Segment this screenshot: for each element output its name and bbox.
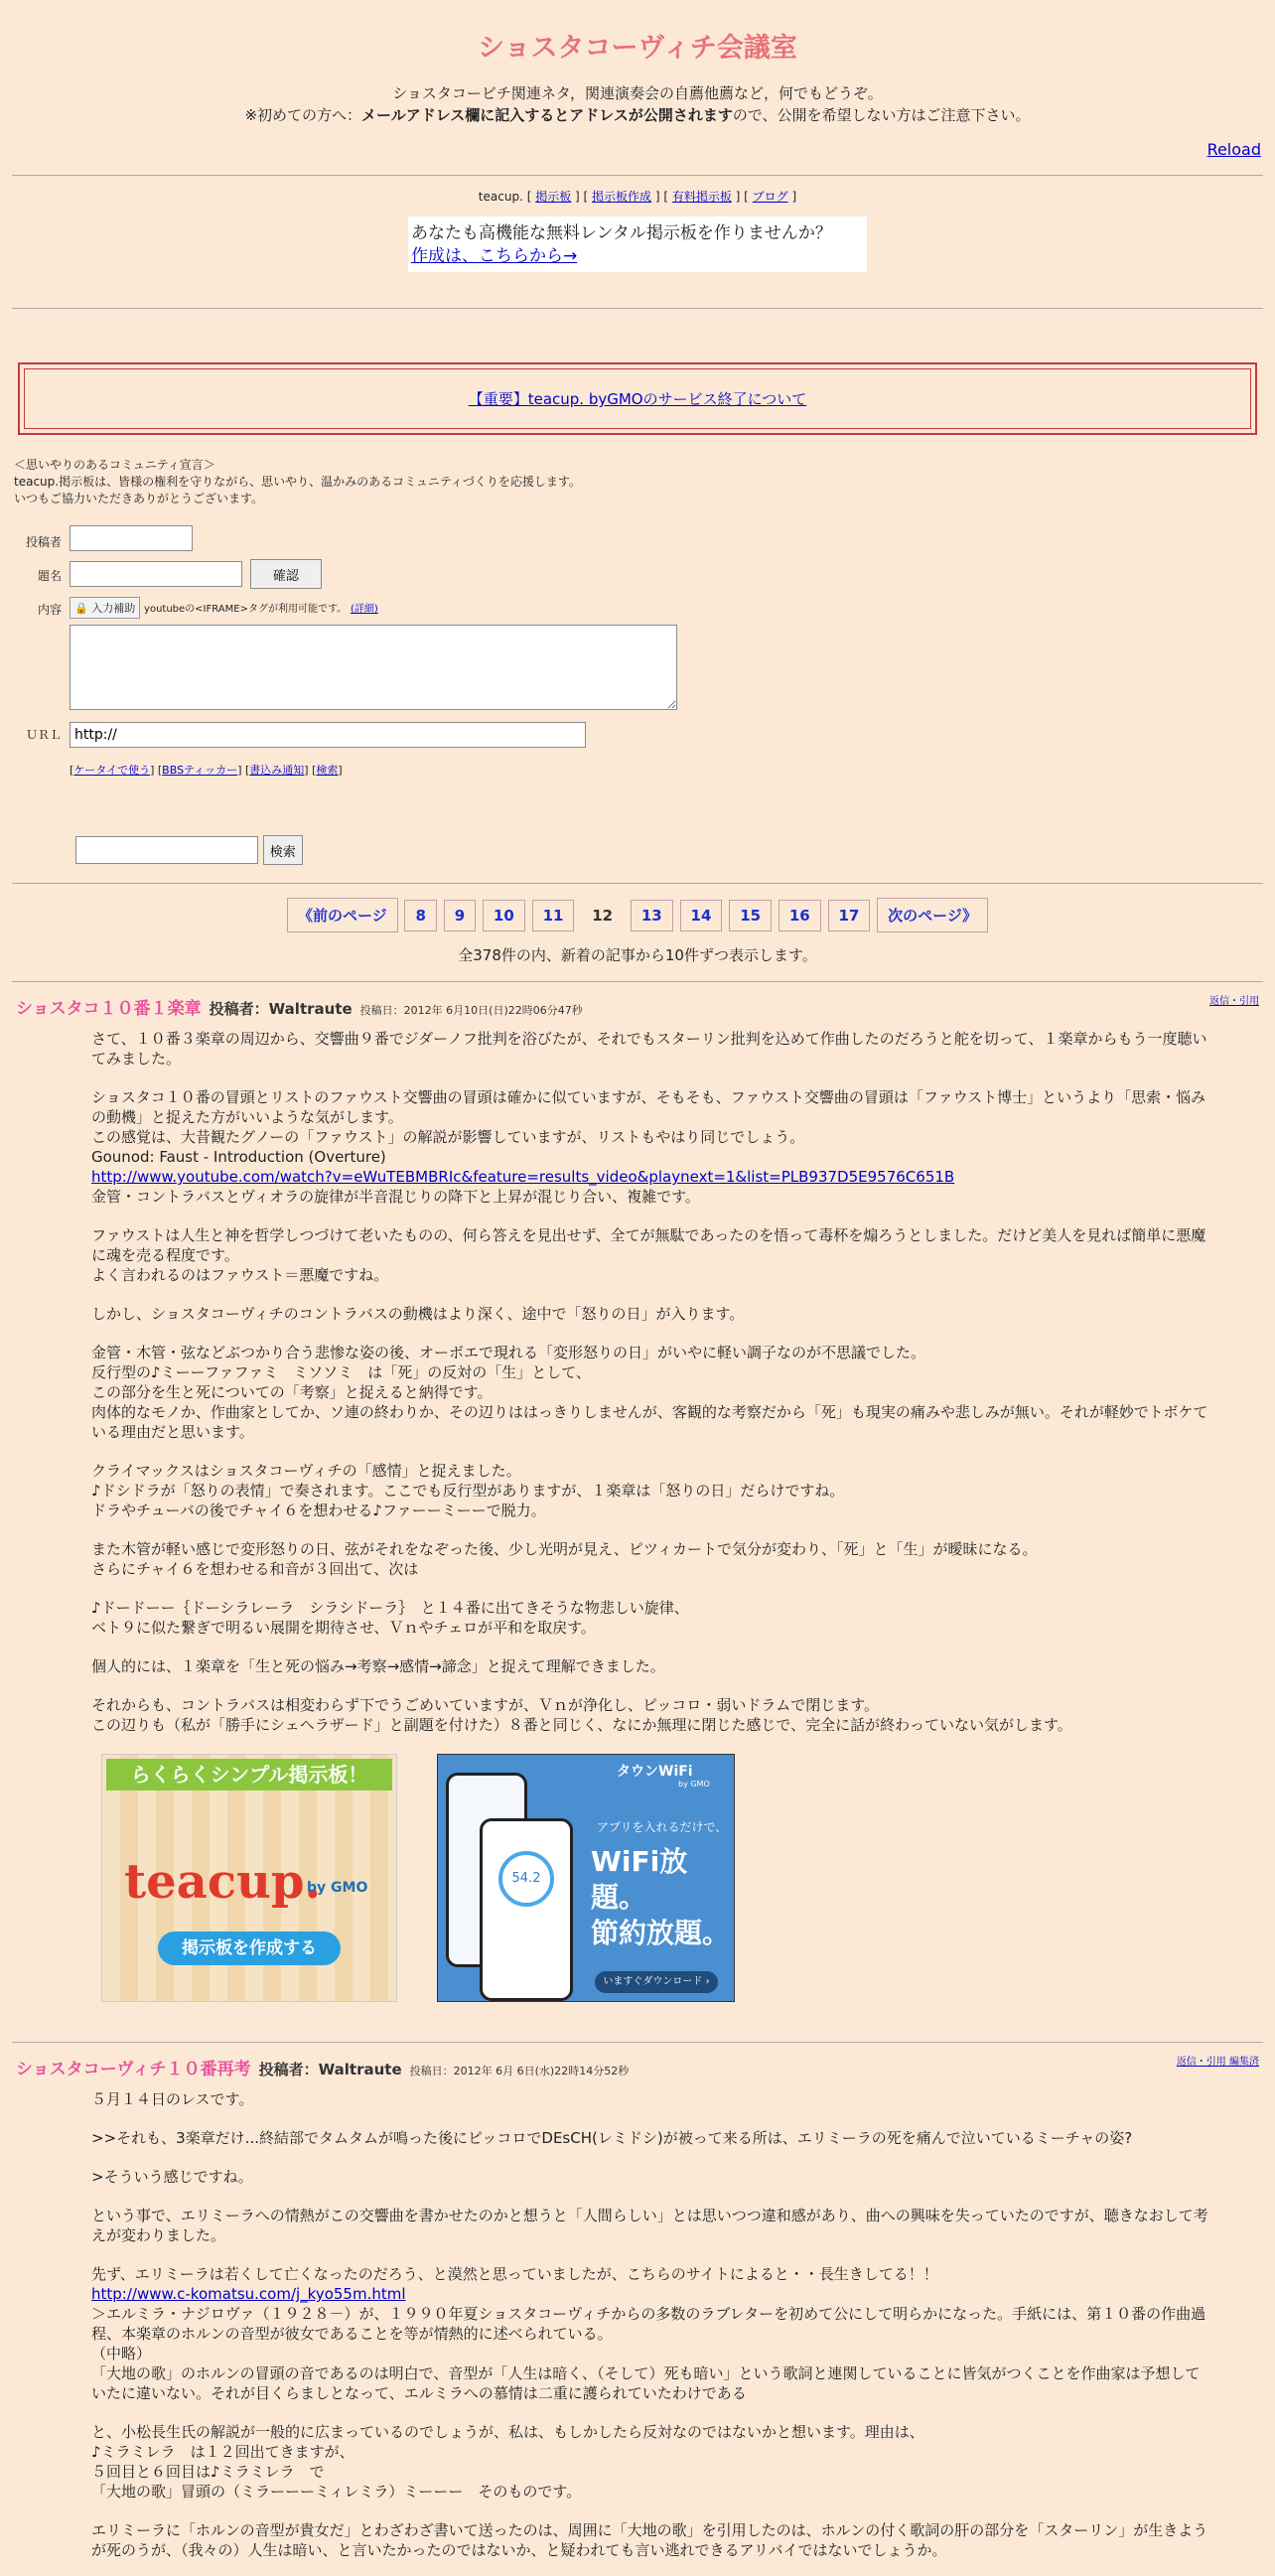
post-text-line: ファウストは人生と神を哲学しつづけて老いたものの、何ら答えを見出せず、全てが無駄であったのを悟って毒杯を煽ろうとしました。だけど美人を見れば簡単に悪魔に魂を売る程度です。 xyxy=(91,1226,1206,1264)
confirm-button[interactable]: 確認 xyxy=(250,559,322,589)
post-body xyxy=(91,2089,1213,2560)
post-text-line: ５回目と６回目は♪ミラミレラ で xyxy=(91,2463,325,2481)
ad-banners xyxy=(101,1754,1263,2002)
iframe-note: youtubeの<IFRAME>タグが利用可能です。 xyxy=(144,604,348,615)
post-text-line: クライマックスはショスタコーヴィチの「感情」と捉えました。 xyxy=(91,1462,521,1480)
divider xyxy=(12,308,1263,309)
input-assist-button[interactable]: 🔒 入力補助 xyxy=(70,597,140,619)
post-text-line: 金管・コントラバスとヴィオラの旋律が半音混じりの降下と上昇が混じり合い、複雑です。 xyxy=(91,1188,700,1206)
post-text-line: Gounod: Faust - Introduction (Overture) xyxy=(91,1148,386,1166)
community-declaration: ＜思いやりのあるコミュニティ宣言＞ teacup.掲示板は、皆様の権利を守りながら、思いやり、温かみのあるコミュニティづくりを応援します。 いつもご協力いただきありがとうございます。 xyxy=(14,458,581,505)
post-text-line: ベト９に似た繋ぎで明るい展開を期待させ、Ｖｎやチェロが平和を取戻す。 xyxy=(91,1619,596,1637)
post-text-line: ＞エルミラ・ナジロヴァ（１９２８－）が、１９９０年夏ショスタコーヴィチからの多数のラブレターを初めて公にして明らかになった。手紙には、第１０番の作曲過程、本楽章のホルンの音型が彼女であることを等が情熱的に述べられている。 xyxy=(91,2305,1206,2343)
post-text-line: と、小松長生氏の解説が一般的に広まっているのでしょうが、私は、もしかしたら反対なのではないかと想います。理由は、 xyxy=(91,2423,924,2441)
post-text-line: この部分を生と死についての「考察」と捉えると納得です。 xyxy=(91,1383,493,1401)
post-author: 投稿者：Waltraute xyxy=(258,2061,402,2078)
link-bbs[interactable]: 掲示板 xyxy=(535,190,572,204)
post-text-line: >>それも、3楽章だけ...終結部でタムタムが鳴った後にピッコロでDEsCH(レミドシ)が被って来る所は、エリミーラの死を痛んで泣いているミーチャの姿? xyxy=(91,2129,1133,2147)
post-text-line: 金管・木管・弦などぶつかり合う悲惨な姿の後、オーボエで現れる「変形怒りの日」がいやに軽い調子なのが不思議でした。 xyxy=(91,1344,926,1361)
page-10[interactable]: 10 xyxy=(483,900,525,931)
post-text-line: 先ず、エリミーラは若くして亡くなったのだろう、と漠然と思っていましたが、こちらのサイトによると・・長生きしてる！！ xyxy=(91,2265,938,2283)
teacup-links: teacup. [ 掲示板 ] [ 掲示板作成 ] [ 有料掲示板 ] [ ブログ ] xyxy=(478,190,797,204)
poster-input[interactable] xyxy=(70,525,193,551)
mobile-link[interactable]: ケータイで使う xyxy=(73,764,151,777)
town-wifi-banner[interactable]: 54.2 タウンWiFi by GMO アプリを入れるだけで、 WiFi放題。 節約放題。 いますぐダウンロード › xyxy=(437,1754,735,2002)
post-text-line: 「大地の歌」のホルンの冒頭の音であるのは明白で、音型が「人生は暗く、（そして）死も暗い」という歌詞と連関していることに皆気がつくことを作曲家は予想していたに違いない。それが目くらましとなって、エルミラへの慕情は二重に護られていたわけである xyxy=(91,2364,1201,2402)
post-author: 投稿者：Waltraute xyxy=(209,1000,353,1018)
search-bar xyxy=(75,835,1263,865)
wifi-logo: タウンWiFi xyxy=(617,1764,693,1780)
url-label: ＵＲＬ xyxy=(25,728,62,742)
create-bbs-banner-button: 掲示板を作成する xyxy=(158,1932,341,1965)
subject-input[interactable] xyxy=(70,561,242,587)
search-button[interactable]: 検索 xyxy=(263,835,303,865)
post-count-summary: 全378件の内、新着の記事から10件ずつ表示します。 xyxy=(458,946,817,964)
post-text-line: しかし、ショスタコーヴィチのコントラバスの動機はより深く、途中で「怒りの日」が入ります。 xyxy=(91,1305,745,1323)
download-button: いますぐダウンロード › xyxy=(595,1971,718,1993)
post-text-line: ♪ミラミレラ は１２回出てきますが、 xyxy=(91,2443,354,2461)
post-link[interactable]: http://www.c-komatsu.com/j_kyo55m.html xyxy=(91,2285,406,2303)
post-paragraph xyxy=(91,1695,1213,1735)
post-date: 投稿日：2012年 6月 6日(水)22時14分52秒 xyxy=(409,2065,630,2077)
post-text-line: 個人的には、１楽章を「生と死の悩み→考察→感情→諦念」と捉えて理解できました。 xyxy=(91,1657,665,1675)
detail-link[interactable]: (詳細) xyxy=(350,604,378,615)
page-17[interactable]: 17 xyxy=(828,900,871,931)
post-text-line: ショスタコ１０番の冒頭とリストのファウスト交響曲の冒頭は確かに似ていますが、そもそも、ファウスト交響曲の冒頭は「ファウスト博士」というより「思索・悩みの動機」と捉えた方がいいような気がします。 xyxy=(91,1088,1206,1126)
page-11[interactable]: 11 xyxy=(532,900,575,931)
divider xyxy=(12,175,1263,176)
teacup-logo: teacup. xyxy=(124,1854,322,1910)
create-bbs-link[interactable]: 作成は、こちらから→ xyxy=(411,246,578,266)
post-paragraph xyxy=(91,2089,1213,2109)
post-paragraph xyxy=(91,2264,1213,2403)
post-title: ショスタコ１０番１楽章 xyxy=(16,999,202,1019)
form-sub-links: [ケータイで使う] [BBSティッカー] [書込み通知] [検索] xyxy=(70,764,343,777)
create-bbs-ad: あなたも高機能な無料レンタル掲示板を作りませんか？ 作成は、こちらから→ xyxy=(408,216,867,272)
ticker-link[interactable]: BBSティッカー xyxy=(162,764,238,777)
divider xyxy=(12,883,1263,884)
poster-label: 投稿者 xyxy=(25,535,62,549)
page-15[interactable]: 15 xyxy=(729,900,772,931)
banner-heading: らくらくシンプル掲示板！ xyxy=(106,1759,392,1790)
post-text-line: 「大地の歌」冒頭の（ミラーーーミィレミラ）ミーーー そのものです。 xyxy=(91,2483,582,2501)
post-date: 投稿日：2012年 6月10日(日)22時06分47秒 xyxy=(359,1004,583,1017)
reply-edit-link[interactable]: 返信・引用 編集済 xyxy=(1176,2057,1259,2068)
reload-link[interactable]: Reload xyxy=(1206,140,1261,159)
page-9[interactable]: 9 xyxy=(444,900,476,931)
page-8[interactable]: 8 xyxy=(404,900,436,931)
next-page-button[interactable]: 次のページ》 xyxy=(877,898,988,932)
post-paragraph xyxy=(91,2422,1213,2502)
page-13[interactable]: 13 xyxy=(631,900,673,931)
search-input[interactable] xyxy=(75,836,258,864)
teacup-banner[interactable]: らくらくシンプル掲示板！ teacup. by GMO 掲示板を作成する xyxy=(101,1754,397,2002)
post-paragraph xyxy=(91,2128,1213,2148)
notify-link[interactable]: 書込み通知 xyxy=(249,764,305,777)
post-title: ショスタコーヴィチ１０番再考 xyxy=(16,2060,251,2079)
search-link[interactable]: 検索 xyxy=(316,764,339,777)
post-text-line: >そういう感じですね。 xyxy=(91,2168,253,2186)
link-blog[interactable]: ブログ xyxy=(752,190,788,204)
post-text-line: ♪ドードーー｛ドーシラレーラ シラシドーラ｝ と１４番に出てきそうな物悲しい旋律、 xyxy=(91,1599,689,1617)
intro-line-1: ショスタコービチ関連ネタ，関連演奏会の自薦他薦など，何でもどうぞ。 xyxy=(392,84,883,102)
post-paragraph xyxy=(91,2167,1213,2187)
pagination xyxy=(12,898,1263,932)
post-text-line: また木管が軽い感じで変形怒りの日、弦がそれをなぞった後、少し光明が見え、ピツィカートで気分が変わり、「死」と「生」が曖昧になる。 xyxy=(91,1540,1038,1558)
phone-front-image: 54.2 xyxy=(480,1818,573,2001)
post-link[interactable]: http://www.youtube.com/watch?v=eWuTEBMBRIc&feature=results_video&playnext=1&list=PLB937D5E9576C651B xyxy=(91,1168,955,1186)
page xyxy=(0,26,1275,2560)
post-form xyxy=(12,521,681,782)
post xyxy=(12,2043,1263,2560)
post-paragraph xyxy=(91,1539,1213,1579)
page-14[interactable]: 14 xyxy=(680,900,723,931)
post-text-line: この辺りも（私が「勝手にシェヘラザード」と副題を付けた）８番と同じく、なにか無理に閉じた感じで、完全に話が終わっていない気がします。 xyxy=(91,1716,1072,1734)
post-text-line: エリミーラに「ホルンの音型が貴女だ」とわざわざ書いて送ったのは、周囲に「大地の歌」を引用したのは、ホルンの付く歌詞の肝の部分を「スターリン」が生きようが死のうが、（我々の）人生は暗い、と言いたかったのではないか、と疑われても言い逃れできるアリバイではないでしょうか。 xyxy=(91,2521,1208,2559)
post-paragraph xyxy=(91,1461,1213,1520)
post-text-line: ドラやチューバの後でチャイ６を想わせる♪ファーーミーーで脱力。 xyxy=(91,1502,546,1519)
post-paragraph xyxy=(91,1225,1213,1285)
post-text-line: ５月１４日のレスです。 xyxy=(91,2090,254,2108)
post-paragraph xyxy=(91,2206,1213,2245)
post-paragraph xyxy=(91,1304,1213,1324)
page-title: ショスタコーヴィチ会議室 xyxy=(478,33,797,64)
post-paragraph xyxy=(91,1343,1213,1442)
post-paragraph xyxy=(91,1656,1213,1676)
post-text-line: 反行型の♪ミーーファファミ ミソソミ は「死」の反対の「生」として、 xyxy=(91,1363,591,1381)
prev-page-button[interactable]: 《前のページ xyxy=(287,898,398,932)
post-text-line: ♪ドシドラが「怒りの表情」で奏されます。ここでも反行型がありますが、１楽章は「怒りの日」だらけですね。 xyxy=(91,1482,845,1500)
post-text-line: （中略） xyxy=(91,2345,152,2362)
content-textarea[interactable] xyxy=(70,625,677,710)
post-paragraph xyxy=(91,1598,1213,1638)
page-12-current: 12 xyxy=(581,900,624,931)
post-text-line: さて、１０番３楽章の周辺から、交響曲９番でジダーノフ批判を浴びたが、それでもスターリン批判を込めて作曲したのだろうと舵を切って、１楽章からもう一度聴いてみました。 xyxy=(91,1030,1207,1068)
post-text-line: という事で、エリミーラへの情熱がこの交響曲を書かせたのかと想うと「人間らしい」とは思いつつ違和感があり、曲への興味を失っていたのですが、聴きなおして考えが変わりました。 xyxy=(91,2207,1208,2244)
post-text-line: この感覚は、大昔観たグノーの「ファウスト」の解説が影響していますが、リストもやはり同じでしょう。 xyxy=(91,1128,805,1146)
post-text-line: さらにチャイ６を想わせる和音が３回出て、次は xyxy=(91,1560,419,1578)
service-end-notice xyxy=(18,362,1257,435)
subject-label: 題名 xyxy=(37,569,62,583)
intro xyxy=(12,82,1263,126)
post-paragraph xyxy=(91,1029,1213,1069)
post-paragraph xyxy=(91,1087,1213,1207)
reply-quote-link[interactable]: 返信・引用 xyxy=(1209,996,1259,1007)
intro-line-2: ※初めての方へ：メールアドレス欄に記入するとアドレスが公開されますので、公開を希望しない方はご注意下さい。 xyxy=(244,106,1031,124)
post-text-line: それからも、コントラバスは相変わらず下でうごめいていますが、Ｖｎが浄化し、ピッコロ・弱いドラムで閉じます。 xyxy=(91,1696,880,1714)
post-text-line: 肉体的なモノか、作曲家としてか、ソ連の終わりか、その辺りははっきりしませんが、客観的な考察だから「死」も現実の痛みや悲しみが無い。それが軽妙でトボケている理由だと思います。 xyxy=(91,1403,1208,1441)
url-input[interactable] xyxy=(70,722,586,748)
post xyxy=(12,982,1263,1735)
content-label: 内容 xyxy=(37,603,62,617)
post-text-line: よく言われるのはファウスト＝悪魔ですね。 xyxy=(91,1266,389,1284)
page-16[interactable]: 16 xyxy=(779,900,821,931)
post-paragraph xyxy=(91,2520,1213,2560)
link-bbs-create[interactable]: 掲示板作成 xyxy=(592,190,652,204)
post-body xyxy=(91,1029,1213,1735)
link-paid-bbs[interactable]: 有料掲示板 xyxy=(671,190,732,204)
service-end-link[interactable]: 【重要】teacup. byGMOのサービス終了について xyxy=(468,390,807,408)
